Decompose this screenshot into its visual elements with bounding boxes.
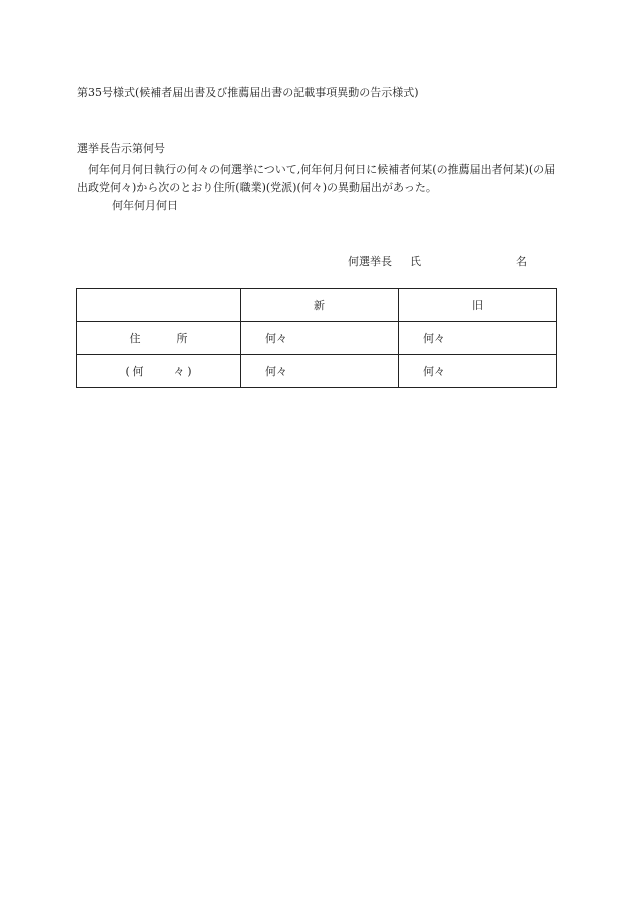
table-row [77,322,557,355]
row-new-value: 何々 [241,355,399,388]
document-title: 第35号様式(候補者届出書及び推薦届出書の記載事項異動の告示様式) [77,86,419,99]
row-old-value: 何々 [399,322,557,355]
header-blank-cell [77,289,241,322]
row-label-cell [77,355,241,388]
table-row [77,355,557,388]
header-old-cell: 旧 [399,289,557,322]
notice-body [77,161,562,197]
signature-shi: 氏 [410,255,421,268]
table-header-row [77,289,557,322]
change-table [76,288,557,388]
row-old-value: 何々 [399,355,557,388]
row-label-jusho: 住 所 [129,332,188,345]
signature-mei: 名 [516,255,527,268]
row-label-nanika: (何 々) [125,365,192,378]
signature-post: 何選挙長 [348,255,392,268]
row-new-value: 何々 [241,322,399,355]
notice-date: 何年何月何日 [112,199,178,212]
header-new-cell: 新 [241,289,399,322]
notice-body-text: 何年何月何日執行の何々の何選挙について,何年何月何日に候補者何某(の推薦届出者何某)(の届出政党何々)から次のとおり住所(職業)(党派)(何々)の異動届出があった。 [77,163,556,194]
row-label-cell [77,322,241,355]
notice-number: 選挙長告示第何号 [77,142,165,155]
